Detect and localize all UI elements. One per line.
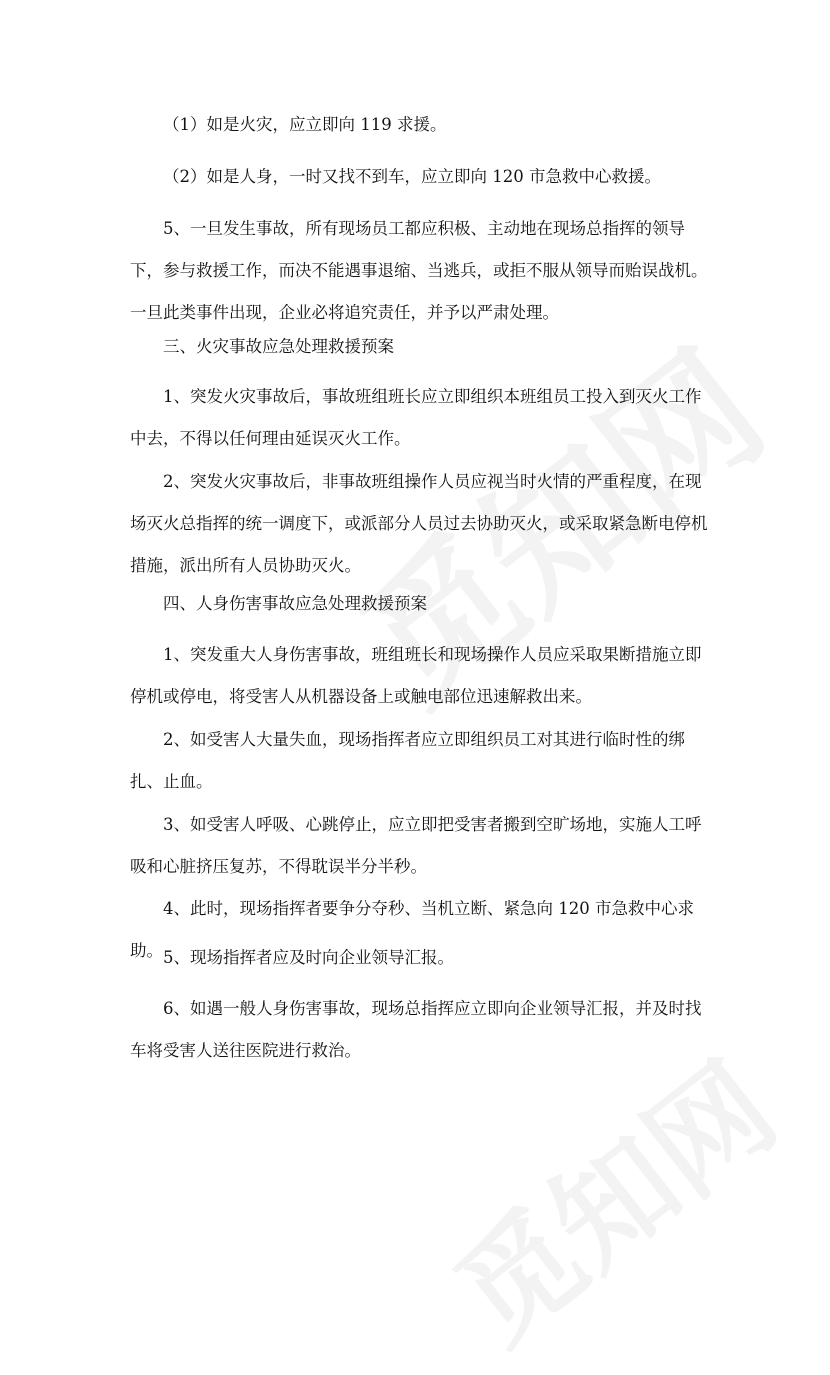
paragraph: 4、此时，现场指挥者要争分夺秒、当机立断、紧急向 120 市急救中心求助。 <box>130 899 694 960</box>
paragraph: 1、突发重大人身伤害事故，班组班长和现场操作人员应采取果断措施立即停机或停电，将受害人从机器设备上或触电部位迅速解救出来。 <box>130 645 702 706</box>
paragraph: 2、如受害人大量失血，现场指挥者应立即组织员工对其进行临时性的绑扎、止血。 <box>130 730 685 791</box>
paragraph: 1、突发火灾事故后，事故班组班长应立即组织本班组员工投入到灭火工作中去，不得以任何理由延误灭火工作。 <box>130 387 702 448</box>
paragraph: （2）如是人身，一时又找不到车，应立即向 120 市急救中心救援。 <box>163 167 661 186</box>
section-heading: 四、人身伤害事故应急处理救援预案 <box>163 594 427 613</box>
paragraph: 3、如受害人呼吸、心跳停止，应立即把受害者搬到空旷场地，实施人工呼吸和心脏挤压复苏，不得耽误半分半秒。 <box>130 815 702 876</box>
paragraph: 6、如遇一般人身伤害事故，现场总指挥应立即向企业领导汇报，并及时找车将受害人送往医院进行救治。 <box>130 999 702 1060</box>
paragraph: 5、一旦发生事故，所有现场员工都应积极、主动地在现场总指挥的领导下，参与救援工作，而决不能遇事退缩、当逃兵，或拒不服从领导而贻误战机。一旦此类事件出现，企业必将追究责任，并予以严肃处理。 <box>130 219 708 322</box>
section-heading: 三、火灾事故应急处理救援预案 <box>163 337 394 356</box>
paragraph: 5、现场指挥者应及时向企业领导汇报。 <box>163 948 454 967</box>
paragraph: （1）如是火灾，应立即向 119 求援。 <box>163 115 447 134</box>
paragraph: 2、突发火灾事故后，非事故班组操作人员应视当时火情的严重程度，在现场灭火总指挥的统一调度下，或派部分人员过去协助灭火，或采取紧急断电停机措施，派出所有人员协助灭火。 <box>130 472 708 575</box>
